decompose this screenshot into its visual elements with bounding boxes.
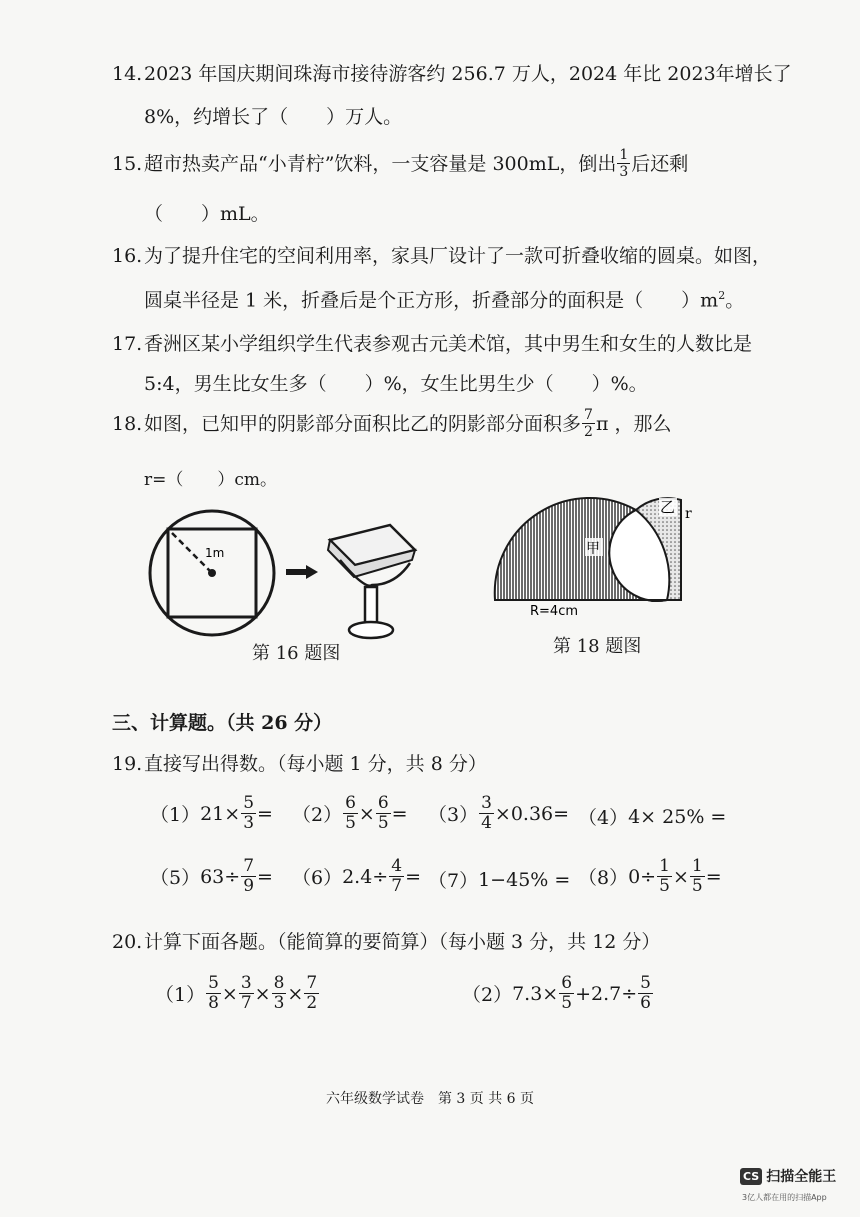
- question-17-line2: 5:4，男生比女生多（ ）%，女生比男生少（ ）%。: [144, 373, 648, 395]
- calc-item-1: （1） 21× $\frac{5}{3}$ =: [150, 793, 273, 833]
- question-text: 计算下面各题。（能简算的要简算）（每小题 3 分，共 12 分）: [144, 931, 661, 953]
- page-footer: 六年级数学试卷 第 3 页 共 6 页: [325, 1091, 535, 1107]
- label-yi: 乙: [660, 498, 676, 516]
- scanner-name: 扫描全能王: [766, 1169, 837, 1185]
- question-16: [112, 242, 771, 270]
- label-jia: 甲: [586, 541, 600, 557]
- question-18-line2: r=（ ）cm。: [144, 470, 278, 490]
- section-title: 三、计算题。（共 26 分）: [112, 712, 333, 734]
- figure-16: [140, 505, 440, 655]
- question-text: 直接写出得数。（每小题 1 分，共 8 分）: [144, 753, 487, 775]
- question-text-end: 后还剩: [631, 152, 689, 175]
- calc-item-4: （4） 4× 25% =: [578, 805, 727, 829]
- question-number: 15.: [112, 152, 143, 175]
- fraction: $\frac{1}{3}$: [619, 147, 629, 180]
- scanner-watermark: [740, 1166, 836, 1186]
- folded-table-icon: [328, 525, 415, 638]
- scanner-tagline: 3亿人都在用的扫描App: [742, 1193, 827, 1202]
- question-text: 为了提升住宅的空间利用率，家具厂设计了一款可折叠收缩的圆桌。如图，: [144, 245, 772, 267]
- question-number: 20.: [112, 931, 143, 953]
- calc-problem-1: （1） $\frac{5}{8}$ × $\frac{3}{7}$ × $\frac{8}{3}$ × $\frac{7}{2}$: [155, 973, 318, 1013]
- figure-18: [485, 480, 695, 625]
- question-17: [112, 330, 752, 358]
- scanner-logo-icon: CS: [740, 1168, 762, 1185]
- arrow-icon: [286, 569, 306, 575]
- calc-item-6: （6） 2.4÷ $\frac{4}{7}$ =: [292, 856, 421, 896]
- question-15: [112, 148, 688, 179]
- question-14-line2: 8%，约增长了（ ）万人。: [144, 106, 403, 128]
- question-number: 16.: [112, 245, 143, 267]
- question-20: [112, 928, 660, 956]
- question-19: [112, 750, 487, 778]
- question-text: 香洲区某小学组织学生代表参观古元美术馆，其中男生和女生的人数比是: [144, 333, 753, 355]
- radius-label: 1m: [205, 546, 225, 560]
- question-text-end: π ，那么: [595, 412, 672, 435]
- question-14: [112, 60, 792, 88]
- calc-item-3: （3） $\frac{3}{4}$ ×0.36=: [428, 793, 570, 833]
- question-text: 如图，已知甲的阴影部分面积比乙的阴影部分面积多: [144, 412, 582, 435]
- question-number: 19.: [112, 753, 143, 775]
- fraction: $\frac{7}{2}$: [584, 407, 593, 440]
- question-text: 2023 年国庆期间珠海市接待游客约 256.7 万人，2024 年比 2023年增长了: [144, 63, 792, 85]
- figure-16-caption: 第 16 题图: [252, 643, 341, 664]
- question-16-line2: 圆桌半径是 1 米，折叠后是个正方形，折叠部分的面积是（ ）$m^2$。: [144, 289, 745, 312]
- question-number: 18.: [112, 412, 143, 435]
- question-18: [112, 408, 671, 439]
- label-R: R=4cm: [530, 604, 579, 619]
- question-number: 17.: [112, 333, 143, 355]
- figure-18-caption: 第 18 题图: [553, 636, 642, 657]
- calc-item-7: （7） 1−45% =: [428, 868, 571, 892]
- calc-item-8: （8） 0÷ $\frac{1}{5}$ × $\frac{1}{5}$ =: [578, 856, 722, 896]
- center-dot: [208, 569, 216, 577]
- calc-item-5: （5） 63÷ $\frac{7}{9}$ =: [150, 856, 273, 896]
- question-number: 14.: [112, 63, 143, 85]
- question-text: 超市热卖产品“小青柠”饮料，一支容量是 300mL，倒出: [144, 152, 617, 175]
- question-15-line2: （ ）mL。: [144, 203, 270, 225]
- label-r: r: [685, 506, 692, 522]
- calc-item-2: （2） $\frac{6}{5}$ × $\frac{6}{5}$ =: [292, 793, 408, 833]
- calc-problem-2: （2） 7.3× $\frac{6}{5}$ +2.7÷ $\frac{5}{6}$: [462, 973, 651, 1013]
